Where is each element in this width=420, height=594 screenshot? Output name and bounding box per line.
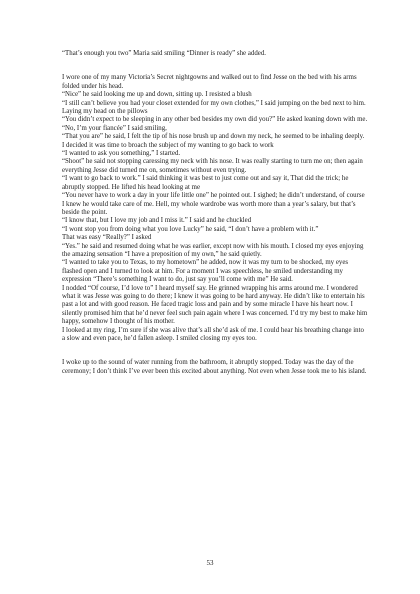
body-paragraph: “You never have to work a day in your life little one” he pointed out. I sighed; he didn’t understand, of course I knew he would take care of me. Hell, my whole wardrobe was worth more than a year’s salary, but that’s beside the point.: [62, 192, 365, 216]
body-paragraph: “I want to go back to work.” I said thinking it was best to just come out and say it, That did the trick; he abruptly stopped. He lifted his head looking at me: [62, 175, 349, 191]
page-number: 53: [206, 559, 214, 567]
body-paragraph: I decided it was time to broach the subject of my wanting to go back to work: [62, 141, 274, 149]
body-paragraph: “I wanted to ask you something,” I started.: [62, 150, 181, 158]
body-paragraph: “I wanted to take you to Texas, to my hometown” he added, now it was my turn to be shocked, my eyes flashed open and I turned to look at him. For a moment I was speechless, he smiled understanding my expression “There’s something I want to do, just say you’ll come with me” He said.: [62, 259, 349, 284]
body-paragraph: “I still can’t believe you had your closet extended for my own clothes,” I said jumping on the bed next to him. Laying my head on the pillows: [62, 99, 366, 116]
body-paragraph: That was easy “Really?” I asked: [62, 234, 152, 242]
body-paragraph: I nodded “Of course, I’d love to” I heard myself say. He grinned wrapping his arms around me. I wondered what it was Jesse was going to do there; I knew it was going to be hard anyway. He didn’t like to entertain his past a lot and with good reason. He faced tragic loss and pain and by some miracle I have his heart now. I silently promised him that he’d never feel such pain again where I was concerned. I’d try my best to make him happy, somehow I thought of his mother.: [62, 284, 368, 326]
body-paragraph: “I wont stop you from doing what you love Lucky” he said, “I don’t have a problem with it.”: [62, 225, 319, 233]
section-gap: [62, 58, 368, 74]
body-paragraph: “I know that, but I love my job and I miss it.” I said and he chuckled: [62, 217, 252, 225]
body-paragraph: “No, I’m your fiancée” I said smiling,: [62, 124, 167, 132]
body-paragraph: “You didn’t expect to be sleeping in any other bed besides my own did you?” He asked leaning down with me.: [62, 116, 368, 124]
opening-paragraph: “That’s enough you two” Maria said smiling “Dinner is ready” she added.: [62, 50, 267, 57]
body-paragraph: I wore one of my many Victoria’s Secret nightgowns and walked out to find Jesse on the bed with his arms folded under his head.: [62, 74, 357, 90]
body-paragraph: “Nice” he said looking me up and down, sitting up. I resisted a blush: [62, 91, 252, 99]
closing-paragraph: I woke up to the sound of water running from the bathroom, it abruptly stopped. Today was the day of the ceremony; I don’t think I’ve ever been this excited about anything. Not even when Jesse took me to his island.: [62, 359, 367, 375]
page-text: [62, 50, 368, 376]
body-paragraph: I looked at my ring, I’m sure if she was alive that’s all she’d ask of me. I could hear his breathing change into a slow and even pace, he’d fallen asleep. I smiled closing my eyes too.: [62, 326, 364, 342]
body-paragraph: “That you are” he said, I felt the tip of his nose brush up and down my neck, he seemed to be inhaling deeply.: [62, 133, 365, 141]
section-gap: [62, 343, 368, 359]
body-paragraph: “Yes.” he said and resumed doing what he was earlier, except now with his mouth. I closed my eyes enjoying the amazing sensation “I have a preposition of my own,” he said quietly.: [62, 242, 364, 258]
body-paragraph: “Shoot” he said not stopping caressing my neck with his nose. It was really starting to turn me on; then again everything Jesse did turned me on, sometimes without even trying.: [62, 158, 363, 174]
